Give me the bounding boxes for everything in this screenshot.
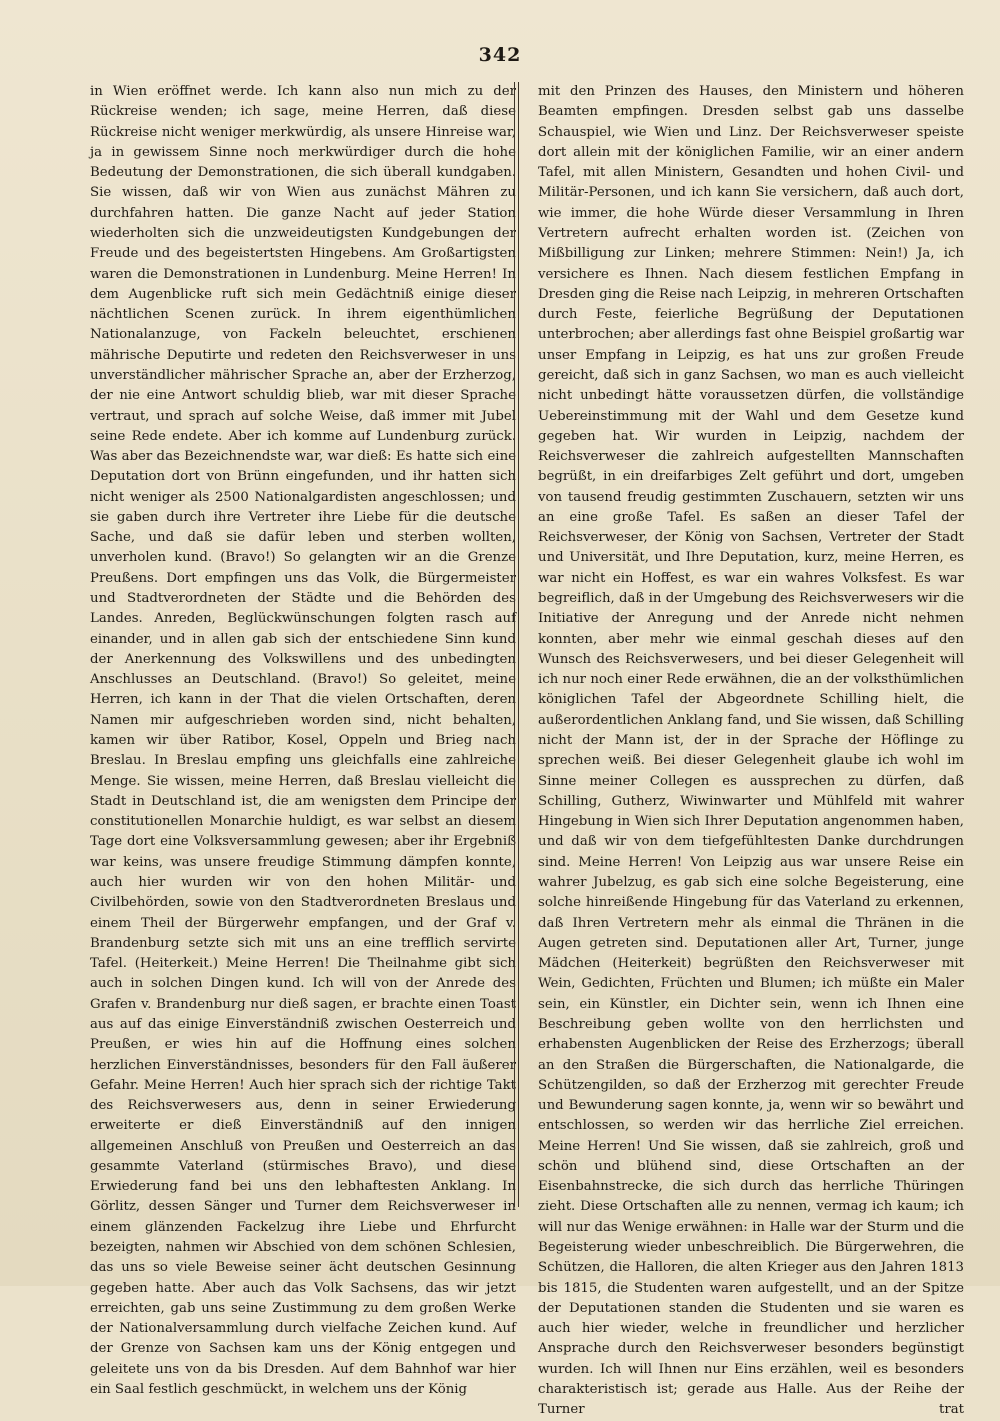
right-column-text: mit den Prinzen des Hauses, den Ministern und höheren Beamten empfingen. Dresden selbst gab uns dasselbe Schauspiel, wie Wien und Linz. Der Reichsverweser speiste dort allein mit der königlichen Familie, wir an einer andern Tafel, mit allen Ministern, Gesandten und hohen Civil- und Militär-Personen, und ich kann Sie versichern, daß auch dort, wie immer, die hohe Würde dieser Versammlung in Ihren Vertretern aufrecht erhalten worden ist. (Zeichen von Mißbilligung zur Linken; mehrere Stimmen: Nein!) Ja, ich versichere es Ihnen. Nach diesem festlichen Empfang in Dresden ging die Reise nach Leipzig, in mehreren Ortschaften durch Feste, feierliche Begrüßung der Deputationen unterbrochen; aber allerdings fast ohne Beispiel großartig war unser Empfang in Leipzig, es hat uns zur großen Freude gereicht, daß sich in ganz Sachsen, wo man es auch vielleicht nicht unbedingt hätte voraussetzen dürfen, die vollständige Uebereinstimmung mit der Wahl und dem Gesetze kund gegeben hat. Wir wurden in Leipzig, nachdem der Reichsverweser die zahlreich aufgestellten Mannschaften begrüßt, in ein dreifarbiges Zelt geführt und dort, umgeben von tausend freudig gestimmten Zuschauern, setzten wir uns an eine große Tafel. Es saßen an dieser Tafel der Reichsverweser, der König von Sachsen, Vertreter der Stadt und Universität, und Ihre Deputation, kurz, meine Herren, es war nicht ein Hoffest, es war ein wahres Volksfest. Es war begreiflich, daß in der Umgebung des Reichsverwesers wir die Initiative der Anregung und der Anrede nicht nehmen konnten, aber mehr wie einmal geschah dieses auf den Wunsch des Reichsverwesers, und bei dieser Gelegenheit will ich nur noch einer Rede erwähnen, die an der volksthümlichen königlichen Tafel der Abgeordnete Schilling hielt, die außerordentlichen Anklang fand, und Sie wissen, daß Schilling nicht der Mann ist, der in der Sprache der Höflinge zu sprechen weiß. Bei dieser Gelegenheit glaube ich wohl im Sinne meiner Collegen es aussprechen zu dürfen, daß Schilling, Gutherz, Wiwinwarter und Mühlfeld mit wahrer Hingebung in Wien sich Ihrer Deputation angenommen haben, und daß wir von dem tiefgefühltesten Danke durchdrungen sind. Meine Herren! Von Leipzig aus war unsere Reise ein wahrer Jubelzug, es gab sich eine solche Begeisterung, eine solche hinreißende Hingebung für das Vaterland zu erkennen, daß Ihren Vertretern mehr als einmal die Thränen in die Augen getreten sind. Deputationen aller Art, Turner, junge Mädchen (Heiterkeit) begrüßten den Reichsverweser mit Wein, Gedichten, Früchten und Blumen; ich müßte ein Maler sein, ein Künstler, ein Dichter sein, wenn ich Ihnen eine Beschreibung geben wollte von den herrlichsten und erhabensten Augenblicken der Reise des Erzherzogs; überall an den Straßen die Bürgerschaften, die Nationalgarde, die Schützengilden, so daß der Erzherzog mit gerechter Freude und Bewunderung sagen konnte, ja, wenn wir so bewährt und entschlossen, so werden wir das herrliche Ziel erreichen. Meine Herren! Und Sie wissen, daß sie zahlreich, groß und schön und blühend sind, diese Ortschaften an der Eisenbahnstrecke, die sich durch das herrliche Thüringen zieht. Diese Ortschaften alle zu nennen, vermag ich kaum; ich will nur das Wenige erwähnen: in Halle war der Sturm und die Begeisterung wieder unbeschreiblich. Die Bürgerwehren, die Schützen, die Halloren, die alten Krieger aus den Jahren 1813 bis 1815, die Studenten waren aufgestellt, und an der Spitze der Deputationen standen die Studenten und sie waren es auch hier wieder, welche in freundlicher und herzlicher Ansprache durch den Reichsverweser besonders begünstigt wurden. Ich will Ihnen nur Eins erzählen, weil es besonders charakteristisch ist; gerade aus Halle. Aus der Reihe der Turner trat xyxy=(538,84,964,1418)
column-divider xyxy=(514,82,519,1207)
left-column-text: in Wien eröffnet werde. Ich kann also nun mich zu der Rückreise wenden; ich sage, meine Herren, daß diese Rückreise nicht weniger merkwürdig, als unsere Hinreise war, ja in gewissem Sinne noch merkwürdiger durch die hohe Bedeutung der Demonstrationen, die sich überall kundgaben. Sie wissen, daß wir von Wien aus zunächst Mähren zu durchfahren hatten. Die ganze Nacht auf jeder Station wiederholten sich die unzweideutigsten Kundgebungen der Freude und des begeistertsten Hingebens. Am Großartigsten waren die Demonstrationen in Lundenburg. Meine Herren! In dem Augenblicke ruft sich mein Gedächtniß einige dieser nächtlichen Scenen zurück. In ihrem eigenthümlichen Nationalanzuge, von Fackeln beleuchtet, erschienen mährische Deputirte und redeten den Reichsverweser in uns unverständlicher mährischer Sprache an, aber der Erzherzog, der nie eine Antwort schuldig blieb, war mit dieser Sprache vertraut, und sprach auf solche Weise, daß immer mit Jubel seine Rede endete. Aber ich komme auf Lundenburg zurück. Was aber das Bezeichnendste war, war dieß: Es hatte sich eine Deputation dort von Brünn eingefunden, und ihr hatten sich nicht weniger als 2500 Nationalgardisten angeschlossen; und sie gaben durch ihre Vertreter ihre Liebe für die deutsche Sache, und daß sie dafür leben und sterben wollten, unverholen kund. (Bravo!) So gelangten wir an die Grenze Preußens. Dort empfingen uns das Volk, die Bürgermeister und Stadtverordneten der Städte und die Behörden des Landes. Anreden, Beglückwünschungen folgten rasch auf einander, und in allen gab sich der entschiedene Sinn kund der Anerkennung des Volkswillens und des unbedingten Anschlusses an Deutschland. (Bravo!) So geleitet, meine Herren, ich kann in der That die vielen Ortschaften, deren Namen mir aufgeschrieben worden sind, nicht behalten, kamen wir über Ratibor, Kosel, Oppeln und Brieg nach Breslau. In Breslau empfing uns gleichfalls eine zahlreiche Menge. Sie wissen, meine Herren, daß Breslau vielleicht die Stadt in Deutschland ist, die am wenigsten dem Principe der constitutionellen Monarchie huldigt, es war selbst an diesem Tage dort eine Volksversammlung gewesen; aber ihr Ergebniß war keins, was unsere freudige Stimmung dämpfen konnte, auch hier wurden wir von den hohen Militär- und Civilbehörden, sowie von den Stadtverordneten Breslaus und einem Theil der Bürgerwehr empfangen, und der Graf v. Brandenburg setzte sich mit uns an eine trefflich servirte Tafel. (Heiterkeit.) Meine Herren! Die Theilnahme gibt sich auch in solchen Dingen kund. Ich will von der Anrede des Grafen v. Brandenburg nur dieß sagen, er brachte einen Toast aus auf das einige Einverständniß zwischen Oesterreich und Preußen, er wies hin auf die Hoffnung eines solchen herzlichen Einverständnisses, besonders für den Fall äußerer Gefahr. Meine Herren! Auch hier sprach sich der richtige Takt des Reichsverwesers aus, denn in seiner Erwiederung erweiterte er dieß Einverständniß auf den innigen allgemeinen Anschluß von Preußen und Oesterreich an das gesammte Vaterland (stürmisches Bravo), und diese Erwiederung fand bei uns den lebhaftesten Anklang. In Görlitz, dessen Sänger und Turner dem Reichsverweser in einem glänzenden Fackelzug ihre Liebe und Ehrfurcht bezeigten, nahmen wir Abschied von dem schönen Schlesien, das uns so viele Beweise seiner ächt deutschen Gesinnung gegeben hatte. Aber auch das Volk Sachsens, das wir jetzt erreichten, gab uns seine Zustimmung zu dem großen Werke der Nationalversammlung durch vielfache Zeichen kund. Auf der Grenze von Sachsen kam uns der König entgegen und geleitete uns von da bis Dresden. Auf dem Bahnhof war hier ein Saal festlich geschmückt, in welchem uns der König xyxy=(90,84,516,1397)
right-column xyxy=(538,82,964,1421)
left-column xyxy=(90,82,516,1400)
page-number: 342 xyxy=(478,44,522,66)
